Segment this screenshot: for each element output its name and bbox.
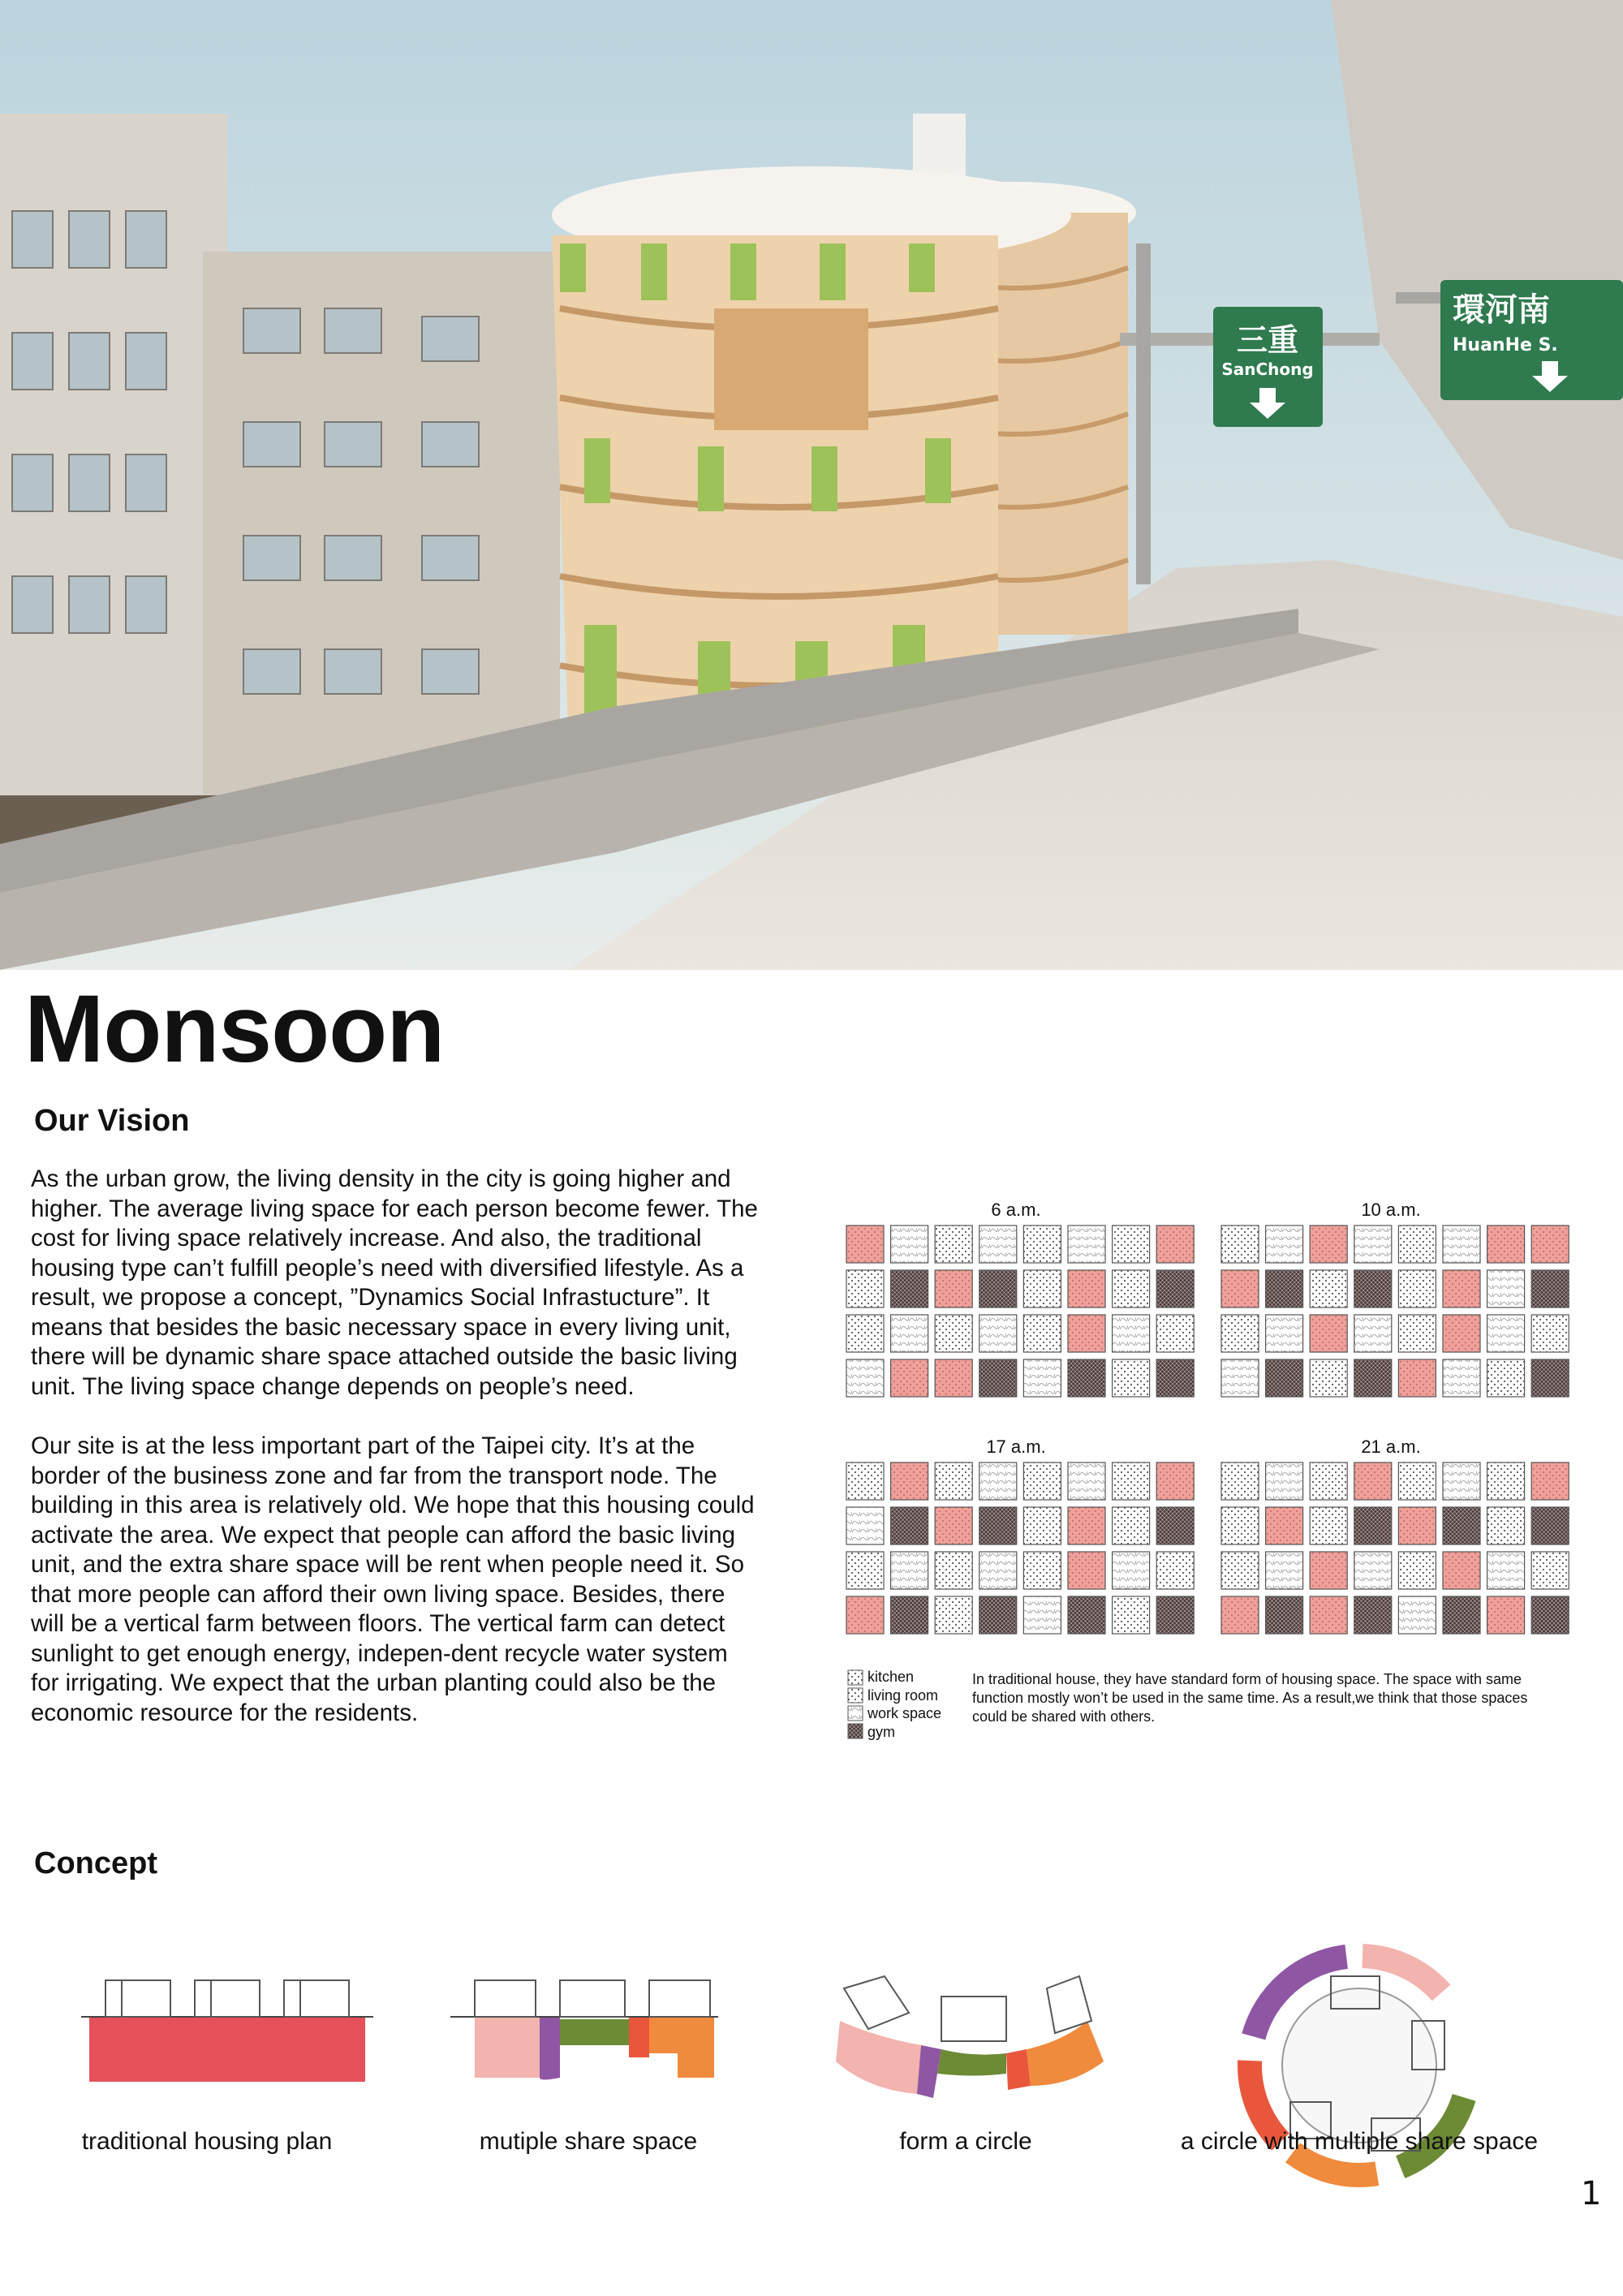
schedule-cell: [1310, 1315, 1347, 1352]
schedule-cell: [891, 1552, 928, 1589]
schedule-cell: [1156, 1462, 1194, 1500]
schedule-legend: [846, 1668, 941, 1741]
schedule-cell: [891, 1507, 928, 1544]
schedule-cell: [1398, 1270, 1436, 1307]
schedule-cell: [1310, 1359, 1347, 1397]
schedule-cell: [1023, 1596, 1061, 1634]
schedule-cell: [979, 1359, 1017, 1397]
schedule-cell: [1443, 1359, 1480, 1397]
schedule-cell: [1113, 1596, 1150, 1634]
vision-text: [31, 1165, 761, 1758]
schedule-cell: [1068, 1552, 1105, 1589]
schedule-cell: [979, 1270, 1017, 1307]
vision-paragraph-1: As the urban grow, the living density in the city is going higher and higher. The average living space for each person become fewer. The cost for living space relatively increase. And also, the traditional housing type can’t fulfill people’s need with diversified lifestyle. As a result, we propose a concept, ”Dynamics Social Infrastucture”. It means that besides the basic necessary space in every living unit, there will be dynamic share space attached outside the basic living unit. The living space change depends on people’s need.: [31, 1165, 758, 1400]
schedule-cell: [1531, 1596, 1569, 1634]
schedule-cell: [1266, 1552, 1303, 1589]
schedule-cell: [1354, 1462, 1392, 1500]
schedule-cell: [1398, 1552, 1436, 1589]
schedule-cell: [1354, 1226, 1392, 1263]
svg-text:SanChong: SanChong: [1221, 360, 1314, 379]
schedule-cell: [1068, 1462, 1105, 1500]
hero-rendering: [0, 0, 1623, 970]
concept-diagrams: [0, 1899, 1623, 2240]
schedule-cell: [935, 1270, 972, 1307]
schedule-cell: [1156, 1596, 1194, 1634]
schedule-cell: [1443, 1270, 1480, 1307]
schedule-cell: [1531, 1462, 1569, 1500]
schedule-cell: [1398, 1507, 1436, 1544]
schedule-cell: [1221, 1270, 1259, 1307]
schedule-cell: [846, 1462, 884, 1500]
schedule-cell: [1266, 1226, 1303, 1263]
concept-form-circle: [836, 1976, 1104, 2098]
schedule-cell: [1487, 1596, 1525, 1634]
schedule-cell: [935, 1596, 972, 1634]
schedule-cell: [1398, 1596, 1436, 1634]
schedule-cell: [1354, 1359, 1392, 1397]
schedule-cell: [846, 1315, 884, 1352]
schedule-cell: [1023, 1226, 1061, 1263]
schedule-cell: [1113, 1552, 1150, 1589]
concept-label-3: form a circle: [899, 2128, 1032, 2155]
schedule-cell: [979, 1462, 1017, 1500]
schedule-cell: [1068, 1226, 1105, 1263]
road-sign-huanhe: [1440, 280, 1623, 400]
schedule-cell: [1023, 1507, 1061, 1544]
concept-traditional-plan: [81, 1980, 373, 2082]
concept-label-1: traditional housing plan: [81, 2128, 333, 2155]
schedule-cell: [1266, 1507, 1303, 1544]
schedule-cell: [935, 1507, 972, 1544]
schedule-cell: [1310, 1507, 1347, 1544]
schedule-cell: [1221, 1359, 1259, 1397]
svg-text:三重: 三重: [1236, 322, 1299, 358]
schedule-cell: [1221, 1226, 1259, 1263]
road-sign-sanchong: [1213, 307, 1323, 427]
schedule-cell: [1266, 1315, 1303, 1352]
svg-text:環河南: 環河南: [1453, 291, 1550, 329]
schedule-cell: [1443, 1552, 1480, 1589]
schedule-cell: [1310, 1552, 1347, 1589]
schedule-cell: [1266, 1359, 1303, 1397]
schedule-cell: [1068, 1359, 1105, 1397]
schedule-cell: [1156, 1507, 1194, 1544]
schedule-cell: [1156, 1359, 1194, 1397]
vision-paragraph-2: Our site is at the less important part of the Taipei city. It’s at the border of the business zone and far from the transport node. The building in this area is relatively old. We hope that this housing could activate the area. We expect that people can afford the basic living unit, and the extra share space will be rent when people need it. So that more people can afford their own living space. Besides, there will be a vertical farm between floors. The vertical farm can detect sunlight to get enough energy, indepen-dent recycle water system for irrigating. We expect that the urban planting could also be the economic resource for the residents.: [31, 1432, 755, 1726]
schedule-cell: [1531, 1315, 1569, 1352]
schedule-cell: [891, 1270, 928, 1307]
schedule-cell: [935, 1226, 972, 1263]
schedule-cell: [1113, 1359, 1150, 1397]
schedule-cell: [1113, 1315, 1150, 1352]
schedule-cell: [1113, 1270, 1150, 1307]
concept-label-2: mutiple share space: [479, 2128, 698, 2155]
schedule-cell: [1221, 1462, 1259, 1500]
schedule-cell: [846, 1596, 884, 1634]
schedule-cell: [1443, 1507, 1480, 1544]
schedule-cell: [1068, 1596, 1105, 1634]
vision-heading: Our Vision: [34, 1104, 190, 1138]
schedule-cell: [1443, 1315, 1480, 1352]
concept-heading: Concept: [34, 1846, 157, 1880]
schedule-cell: [891, 1226, 928, 1263]
schedule-cell: [846, 1552, 884, 1589]
schedule-cell: [1068, 1507, 1105, 1544]
schedule-cell: [1310, 1226, 1347, 1263]
schedule-cell: [846, 1270, 884, 1307]
street-scene-illustration: [0, 0, 1623, 970]
schedule-cell: [846, 1359, 884, 1397]
legend-gym: gym: [867, 1723, 896, 1740]
schedule-cell: [1487, 1270, 1525, 1307]
schedule-cell: [1531, 1270, 1569, 1307]
schedule-cell: [1354, 1507, 1392, 1544]
schedule-cell: [1354, 1552, 1392, 1589]
schedule-cell: [1221, 1552, 1259, 1589]
schedule-cell: [935, 1359, 972, 1397]
schedule-cell: [935, 1315, 972, 1352]
schedule-cell: [1023, 1552, 1061, 1589]
schedule-cell: [891, 1462, 928, 1500]
schedule-cell: [846, 1507, 884, 1544]
schedule-cell: [1266, 1596, 1303, 1634]
schedule-cell: [1443, 1462, 1480, 1500]
schedule-cell: [1354, 1270, 1392, 1307]
schedule-cell: [1266, 1270, 1303, 1307]
schedule-cell: [891, 1315, 928, 1352]
schedule-cell: [1023, 1359, 1061, 1397]
schedule-cell: [1398, 1226, 1436, 1263]
schedule-cell: [1487, 1507, 1525, 1544]
schedule-cell: [1398, 1462, 1436, 1500]
schedule-cell: [979, 1552, 1017, 1589]
schedule-cell: [1531, 1226, 1569, 1263]
schedule-cell: [1398, 1315, 1436, 1352]
schedule-cell: [1266, 1462, 1303, 1500]
schedule-cell: [1113, 1226, 1150, 1263]
schedule-cell: [935, 1552, 972, 1589]
schedule-cell: [1023, 1462, 1061, 1500]
schedule-note: In traditional house, they have standard form of housing space. The space with same function mostly won’t be used in the same time. As a result,we think that those spaces could be shared with others.: [972, 1671, 1528, 1725]
schedule-cell: [1354, 1315, 1392, 1352]
schedule-cell: [1487, 1462, 1525, 1500]
schedule-cell: [1310, 1270, 1347, 1307]
schedule-cell: [1487, 1315, 1525, 1352]
schedule-cell: [979, 1226, 1017, 1263]
concept-label-4: a circle with multiple share space: [1180, 2128, 1539, 2155]
legend-kitchen: kitchen: [867, 1669, 915, 1685]
schedule-cell: [1531, 1507, 1569, 1544]
schedule-cell: [846, 1226, 884, 1263]
legend-work-space: work space: [867, 1705, 942, 1721]
schedule-cell: [1221, 1507, 1259, 1544]
schedule-cell: [891, 1359, 928, 1397]
schedule-cell: [979, 1507, 1017, 1544]
page-number: 1: [1581, 2175, 1602, 2212]
schedule-cell: [1156, 1270, 1194, 1307]
grid-label-6am: 6 a.m.: [991, 1200, 1041, 1220]
svg-text:HuanHe S.: HuanHe S.: [1453, 335, 1558, 355]
grid-label-21am: 21 a.m.: [1361, 1437, 1421, 1457]
schedule-cell: [979, 1315, 1017, 1352]
grid-label-10am: 10 a.m.: [1361, 1200, 1421, 1220]
schedule-cell: [1310, 1596, 1347, 1634]
schedule-cell: [1487, 1552, 1525, 1589]
schedule-cell: [1398, 1359, 1436, 1397]
schedule-cell: [1156, 1226, 1194, 1263]
grid-label-17am: 17 a.m.: [986, 1437, 1046, 1457]
schedule-cell: [1221, 1315, 1259, 1352]
schedule-cell: [1221, 1596, 1259, 1634]
schedule-cell: [1068, 1315, 1105, 1352]
schedule-cell: [1113, 1462, 1150, 1500]
legend-living-room: living room: [867, 1686, 939, 1704]
schedule-cell: [1156, 1315, 1194, 1352]
schedule-cell: [1487, 1359, 1525, 1397]
schedule-cell: [1531, 1552, 1569, 1589]
schedule-cell: [1354, 1596, 1392, 1634]
schedule-cell: [1443, 1596, 1480, 1634]
page-title: Monsoon: [24, 976, 445, 1083]
schedule-cell: [1487, 1226, 1525, 1263]
schedule-cell: [1068, 1270, 1105, 1307]
schedule-cell: [1023, 1315, 1061, 1352]
schedule-cell: [1310, 1462, 1347, 1500]
schedule-cell: [1443, 1226, 1480, 1263]
schedule-cell: [979, 1596, 1017, 1634]
schedule-cell: [1531, 1359, 1569, 1397]
schedule-cell: [1113, 1507, 1150, 1544]
schedule-cell: [935, 1462, 972, 1500]
schedule-cell: [1023, 1270, 1061, 1307]
concept-multiple-share-space: [450, 1980, 718, 2080]
schedule-cell: [891, 1596, 928, 1634]
schedule-cell: [1156, 1552, 1194, 1589]
